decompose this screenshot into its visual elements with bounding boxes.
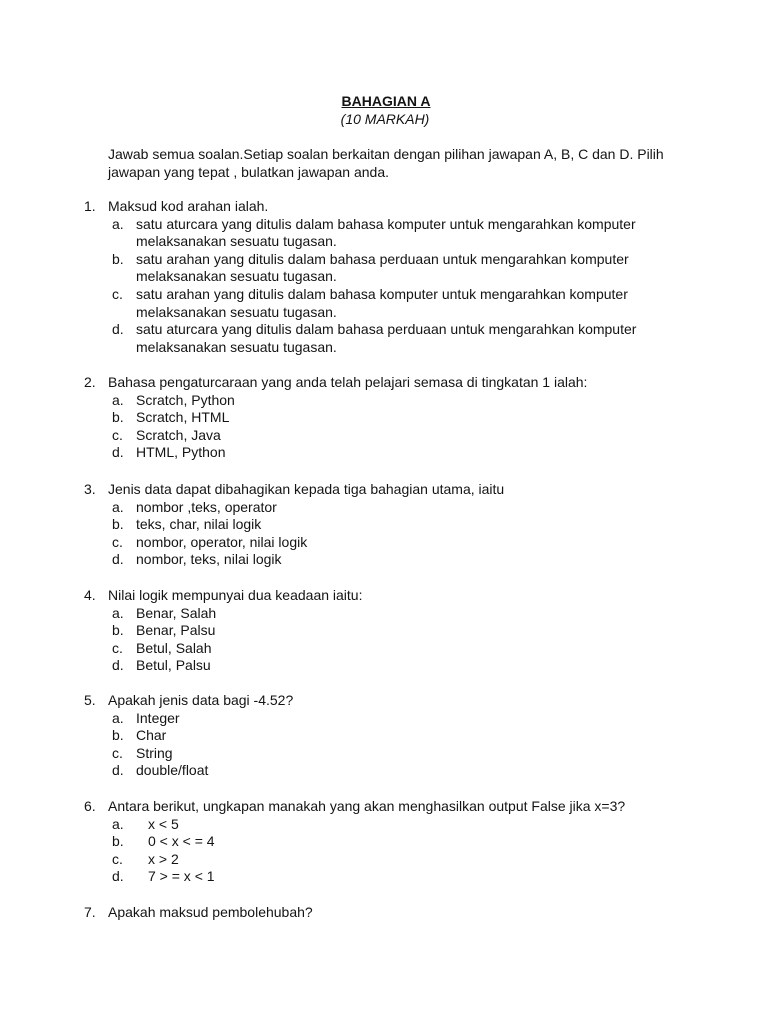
option-letter: b. [112, 409, 124, 426]
option-letter: a. [112, 709, 124, 726]
option-b [112, 516, 684, 534]
option-text: x > 2 [148, 850, 179, 867]
option-line: melaksanakan sesuatu tugasan. [136, 268, 337, 285]
question-text: Antara berikut, ungkapan manakah yang akan menghasilkan output False jika x=3? [108, 798, 626, 814]
question-text: Maksud kod arahan ialah. [108, 198, 269, 214]
option-d [112, 551, 684, 569]
option-letter: d. [112, 762, 124, 779]
option-line: satu arahan yang ditulis dalam bahasa perduaan untuk mengarahkan komputer [136, 250, 629, 267]
instructions-line: Jawab semua soalan.Setiap soalan berkaitan dengan pilihan jawapan A, B, C dan D. Pilih [108, 146, 664, 162]
question-text: Apakah jenis data bagi -4.52? [108, 692, 294, 708]
option-a [112, 216, 684, 251]
option-text: teks, char, nilai logik [136, 516, 262, 533]
option-text: Scratch, Java [136, 426, 221, 443]
question-number: 4. [84, 587, 96, 603]
option-a [112, 816, 684, 834]
option-text: x < 5 [148, 815, 179, 832]
option-text [136, 216, 684, 251]
option-letter: c. [112, 285, 123, 302]
section-header [0, 93, 768, 128]
option-letter: c. [112, 533, 123, 550]
option-letter: a. [112, 604, 124, 621]
option-b [112, 833, 684, 851]
option-text: Betul, Salah [136, 639, 212, 656]
option-d [112, 657, 684, 675]
option-line: satu arahan yang ditulis dalam bahasa komputer untuk mengarahkan komputer [136, 285, 628, 302]
option-text: Scratch, HTML [136, 409, 230, 426]
question-text: Apakah maksud pembolehubah? [108, 904, 313, 920]
option-line: melaksanakan sesuatu tugasan. [136, 303, 337, 320]
question-6 [84, 798, 684, 886]
option-a [112, 499, 684, 517]
option-text: String [136, 744, 173, 761]
option-c [112, 640, 684, 658]
option-line: satu aturcara yang ditulis dalam bahasa komputer untuk mengarahkan komputer [136, 215, 636, 232]
option-line: melaksanakan sesuatu tugasan. [136, 233, 337, 250]
instructions-line: jawapan yang tepat , bulatkan jawapan anda. [108, 163, 389, 180]
option-text [136, 321, 684, 356]
option-text: Scratch, Python [136, 391, 235, 408]
option-text: 0 < x < = 4 [148, 833, 215, 850]
option-letter: b. [112, 516, 124, 533]
option-a [112, 605, 684, 623]
option-text: nombor ,teks, operator [136, 498, 277, 515]
option-line: melaksanakan sesuatu tugasan. [136, 338, 337, 355]
option-letter: d. [112, 551, 124, 568]
question-5 [84, 692, 684, 780]
question-number: 6. [84, 798, 96, 814]
option-letter: a. [112, 215, 124, 232]
option-letter: c. [112, 639, 123, 656]
option-text: Integer [136, 709, 180, 726]
option-b [112, 409, 684, 427]
question-7 [84, 904, 684, 922]
question-text: Nilai logik mempunyai dua keadaan iaitu: [108, 587, 363, 603]
option-b [112, 622, 684, 640]
option-letter: d. [112, 321, 124, 338]
question-4 [84, 587, 684, 675]
option-b [112, 251, 684, 286]
question-3 [84, 481, 684, 569]
option-letter: a. [112, 391, 124, 408]
option-a [112, 710, 684, 728]
option-d [112, 444, 684, 462]
option-text: Benar, Palsu [136, 622, 216, 639]
question-number: 7. [84, 904, 96, 920]
option-letter: d. [112, 868, 124, 885]
instructions [108, 146, 668, 181]
option-letter: c. [112, 744, 123, 761]
option-letter: d. [112, 444, 124, 461]
option-letter: d. [112, 657, 124, 674]
option-text: Benar, Salah [136, 604, 217, 621]
option-letter: a. [112, 498, 124, 515]
option-b [112, 727, 684, 745]
option-c [112, 286, 684, 321]
option-d [112, 762, 684, 780]
option-text: HTML, Python [136, 444, 226, 461]
question-2 [84, 374, 684, 462]
question-number: 2. [84, 374, 96, 390]
option-text: Betul, Palsu [136, 657, 211, 674]
option-c [112, 851, 684, 869]
option-text: nombor, teks, nilai logik [136, 551, 282, 568]
option-letter: c. [112, 426, 123, 443]
option-c [112, 427, 684, 445]
option-letter: b. [112, 250, 124, 267]
question-number: 5. [84, 692, 96, 708]
section-marks: (10 MARKAH) [340, 110, 430, 127]
option-letter: b. [112, 727, 124, 744]
option-c [112, 534, 684, 552]
option-letter: c. [112, 850, 123, 867]
option-text: nombor, operator, nilai logik [136, 533, 308, 550]
option-line: satu aturcara yang ditulis dalam bahasa perduaan untuk mengarahkan komputer [136, 321, 637, 338]
question-text: Bahasa pengaturcaraan yang anda telah pelajari semasa di tingkatan 1 ialah: [108, 374, 588, 390]
option-text [136, 251, 684, 286]
option-text: 7 > = x < 1 [148, 868, 215, 885]
question-1 [84, 198, 684, 356]
question-text: Jenis data dapat dibahagikan kepada tiga bahagian utama, iaitu [108, 481, 505, 497]
option-text [136, 286, 684, 321]
option-letter: a. [112, 815, 124, 832]
option-d [112, 321, 684, 356]
option-text: double/float [136, 762, 209, 779]
option-c [112, 745, 684, 763]
section-title: BAHAGIAN A [341, 93, 431, 109]
question-number: 1. [84, 198, 96, 214]
option-d [112, 868, 684, 886]
option-letter: b. [112, 622, 124, 639]
option-text: Char [136, 727, 167, 744]
option-letter: b. [112, 833, 124, 850]
question-number: 3. [84, 481, 96, 497]
option-a [112, 392, 684, 410]
